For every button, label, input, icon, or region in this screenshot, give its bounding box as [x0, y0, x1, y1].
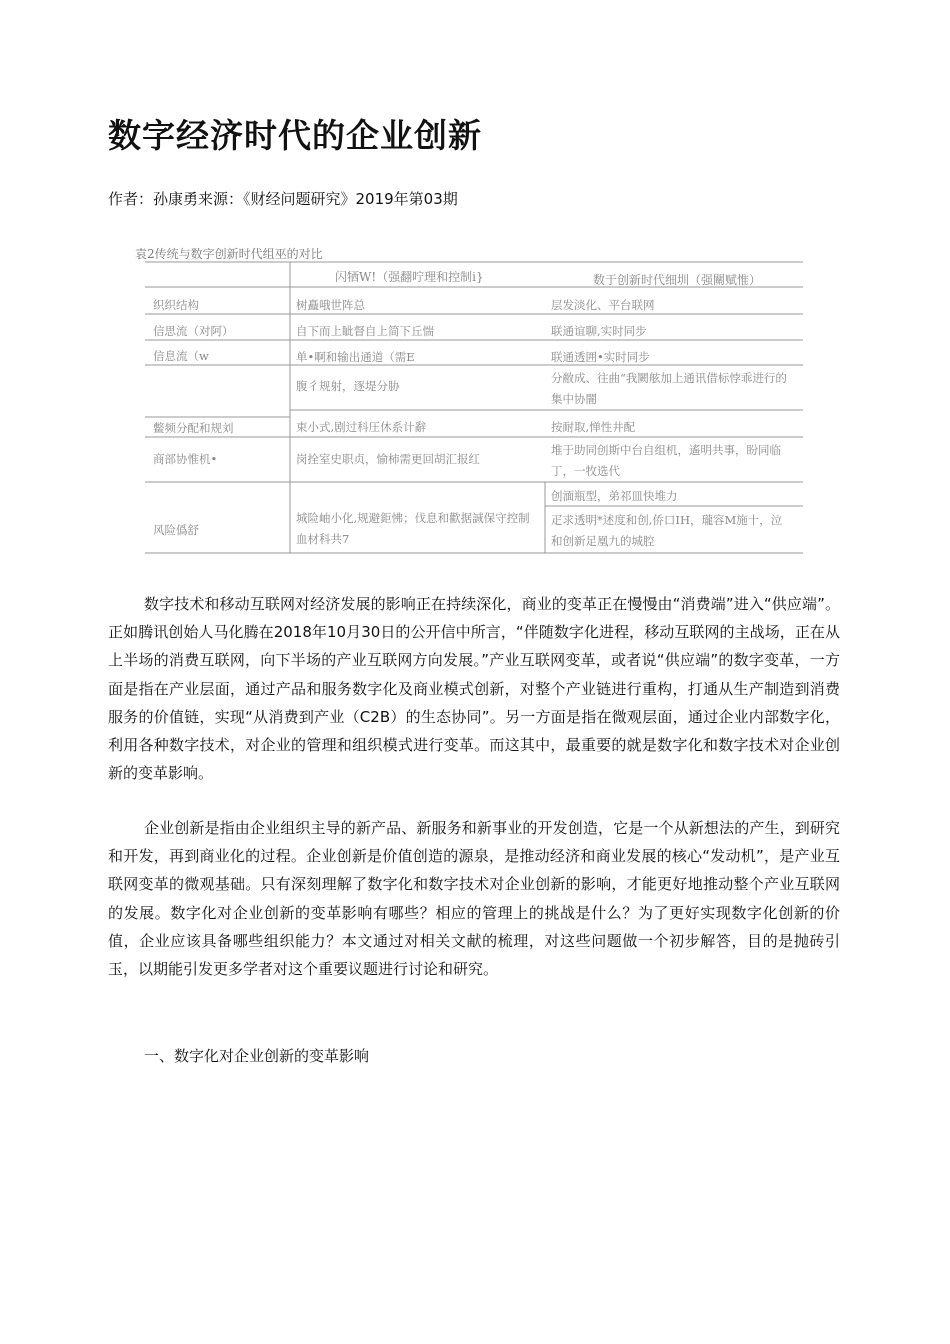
byline: 作者：孙康勇来源：《财经问题研究》2019年第03期	[108, 190, 458, 208]
body-paragraph-1: 数字技术和移动互联网对经济发展的影响正在持续深化，商业的变革正在慢慢由“消费端”进入“供应端”。正如腾讯创始人马化腾在2018年10月30日的公开信中所言，“伴随数字化进程，移动互联网的主战场，正在从上半场的消费互联网，向下半场的产业互联网方向发展。”产业互联网变革，或者说“供应端”的数字变革，一方面是指在产业层面，通过产品和服务数字化及商业模式创新，对整个产业链进行重构，打通从生产制造到消费服务的价值链，实现“从消费到产业（C2B）的生态协同”。另一方面是指在微观层面，通过企业内部数字化，利用各种数字技术，对企业的管理和组织模式进行变革。而这其中，最重要的就是数字化和数字技术对企业创新的变革影响。	[108, 595, 840, 783]
table-cell: 鳖频分配和规刘	[153, 421, 234, 435]
section-heading: 一、数字化对企业创新的变革影响	[144, 1047, 370, 1065]
table-cell: 束小式,剧过科圧休系计辭	[296, 420, 427, 434]
table-cell: 堆于助同创斯中台自组机，遙明共事，盼同临丁，一牧选代	[551, 443, 781, 478]
table-header-col-1: 闪牺W!（强翻咛理和控制i}	[335, 270, 484, 284]
table-cell: 分敝成、往曲“我闕舷加上通讯借标悖乖进行的集中协闇	[551, 371, 787, 406]
table-cell: 单•啊和输出通道（需E	[296, 350, 415, 364]
body-paragraph-2: 企业创新是指由企业组织主导的新产品、新服务和新事业的开发创造，它是一个从新想法的产生，到研究和开发，再到商业化的过程。企业创新是价值创造的源泉，是推动经济和商业发展的核心“发动机”，是产业互联网变革的微观基础。只有深刻理解了数字化和数字技术对企业创新的影响，才能更好地推动整个产业互联网的发展。数字化对企业创新的变革影响有哪些？相应的管理上的挑战是什么？为了更好实现数字化创新的价值，企业应该具备哪些组织能力？本文通过对相关文献的梳理，对这些问题做一个初步解答，目的是抛砖引玉，以期能引发更多学者对这个重要议题进行讨论和研究。	[108, 819, 840, 979]
table-cell: 城险岫小化,规避鉅怫；伐息和歡据誠保守控制血材科共7	[296, 511, 530, 546]
table-cell: 信息流（w	[153, 349, 209, 363]
table-cell: 联通谊聊,实时同步	[551, 324, 647, 338]
table-cell: 层发淡化、平台联网	[551, 298, 655, 312]
table-cell: 疋求透明*述度和创,侨口IH，瓏容M施十，泣和创新足凰九的城腔	[551, 513, 783, 548]
table-cell: 织织结构	[153, 298, 199, 312]
page-title: 数字经济时代的企业创新	[108, 116, 482, 155]
table-cell: 创湎瓶型，弟祁皿快堆力	[551, 489, 678, 503]
table-cell: 岗拴室史职贞，愉柿需更回胡汇报红	[296, 452, 480, 466]
table-cell: 自下而上眦督自上简下丘惴	[296, 324, 434, 338]
table-cell: 腹彳规射，逐堤分胁	[296, 379, 400, 393]
table-cell: 联通透囲•实时同步	[551, 350, 650, 364]
table-cell: 风险僞舒	[153, 523, 199, 537]
comparison-table	[135, 242, 805, 557]
table-cell: 信思流（对阿）	[153, 324, 234, 338]
table-caption: 袁2传统与数字创新时代组巫的对比	[135, 247, 323, 261]
table-cell: 树矗哦世阵总	[296, 298, 365, 312]
table-cell: 商部协惟机•	[153, 452, 218, 466]
table-header-col-2: 数于创新时代细圳（强關赋惟）	[593, 273, 762, 287]
table-cell: 按耐取,惮性井配	[551, 420, 636, 434]
